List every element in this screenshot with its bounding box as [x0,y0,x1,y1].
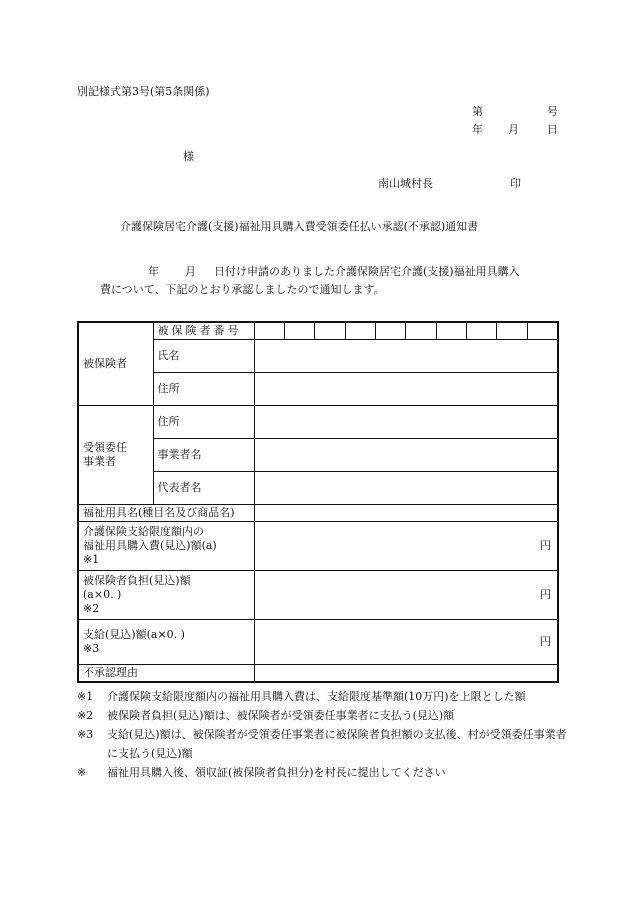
agent-address-label: 住所 [153,406,254,439]
name-label: 氏名 [153,340,254,373]
date-month: 月 [508,123,519,136]
payment-label: 支給(見込)額(a×0. ) ※3 [78,620,254,665]
cost-label: 介護保険支給限度額内の 福祉用具購入費(見込)額(a) ※1 [78,522,254,571]
document-title: 介護保険居宅介護(支援)福祉用具購入費受領委任払い承認(不承認)通知書 [120,220,479,233]
business-name-field[interactable] [254,439,558,472]
insured-number-label: 被保険者番号 [153,322,254,340]
agent-address-field[interactable] [254,406,558,439]
footnote [77,687,567,706]
burden-field[interactable] [254,571,558,620]
body-line-2: 費について、下記のとおり承認しましたので通知します。 [100,283,385,296]
representative-field[interactable] [254,472,558,505]
footnote-text: 福祉用具購入後、領収証(被保険者負担分)を村長に提出してください [107,766,446,779]
rejection-reason-field[interactable] [254,665,558,682]
body-line-1 [148,265,520,279]
footnote [77,725,567,763]
insured-number-field[interactable] [254,322,558,340]
address-field[interactable] [254,373,558,406]
footnote-mark: ※3 [77,728,94,741]
name-field[interactable] [254,340,558,373]
yen-unit: 円 [540,588,551,601]
footnote-text: 介護保険支給限度額内の福祉用具購入費は、支給限度基準額(10万円)を上限とした額 [107,690,526,703]
burden-label: 被保険者負担(見込)額 (a×0. ) ※2 [78,571,254,620]
body-month: 月 [185,265,196,278]
footnote [77,706,567,725]
body-text: 日付け申請のありました介護保険居宅介護(支援)福祉用具購入 [214,265,520,278]
yen-unit: 円 [540,539,551,552]
payment-field[interactable] [254,620,558,665]
representative-label: 代表者名 [153,472,254,505]
seal-mark: 印 [510,177,521,190]
business-name-label: 事業者名 [153,439,254,472]
date-day: 日 [547,123,558,136]
agent-group-label: 受領委任事業者 [78,406,153,505]
footnote-text: 被保険者負担(見込)額は、被保険者が受領委任事業者に支払う(見込)額 [107,709,455,722]
form-number-label: 別記様式第3号(第5条関係) [77,85,210,98]
cost-field[interactable] [254,522,558,571]
item-name-field[interactable] [254,505,558,522]
footnote-text: 支給(見込)額は、被保険者が受領委任事業者に被保険者負担額の支払後、村が受領委任事業者に支払う(見込)額 [107,728,567,760]
footnote-mark: ※2 [77,709,94,722]
number-suffix: 号 [547,105,558,118]
footnote-mark: ※ [77,766,87,779]
footnotes [77,687,567,782]
item-name-label: 福祉用具名(種目名及び商品名) [78,505,254,522]
address-label: 住所 [153,373,254,406]
rejection-reason-label: 不承認理由 [78,665,254,682]
footnote [77,763,567,782]
footnote-mark: ※1 [77,690,94,703]
application-table [77,321,559,683]
number-prefix: 第 [472,105,483,118]
body-year: 年 [148,265,159,278]
issuer-name: 南山城村長 [378,177,433,190]
yen-unit: 円 [540,635,551,648]
insured-group-label: 被保険者 [78,322,153,406]
date-year: 年 [472,123,483,136]
addressee-suffix: 様 [183,150,194,163]
